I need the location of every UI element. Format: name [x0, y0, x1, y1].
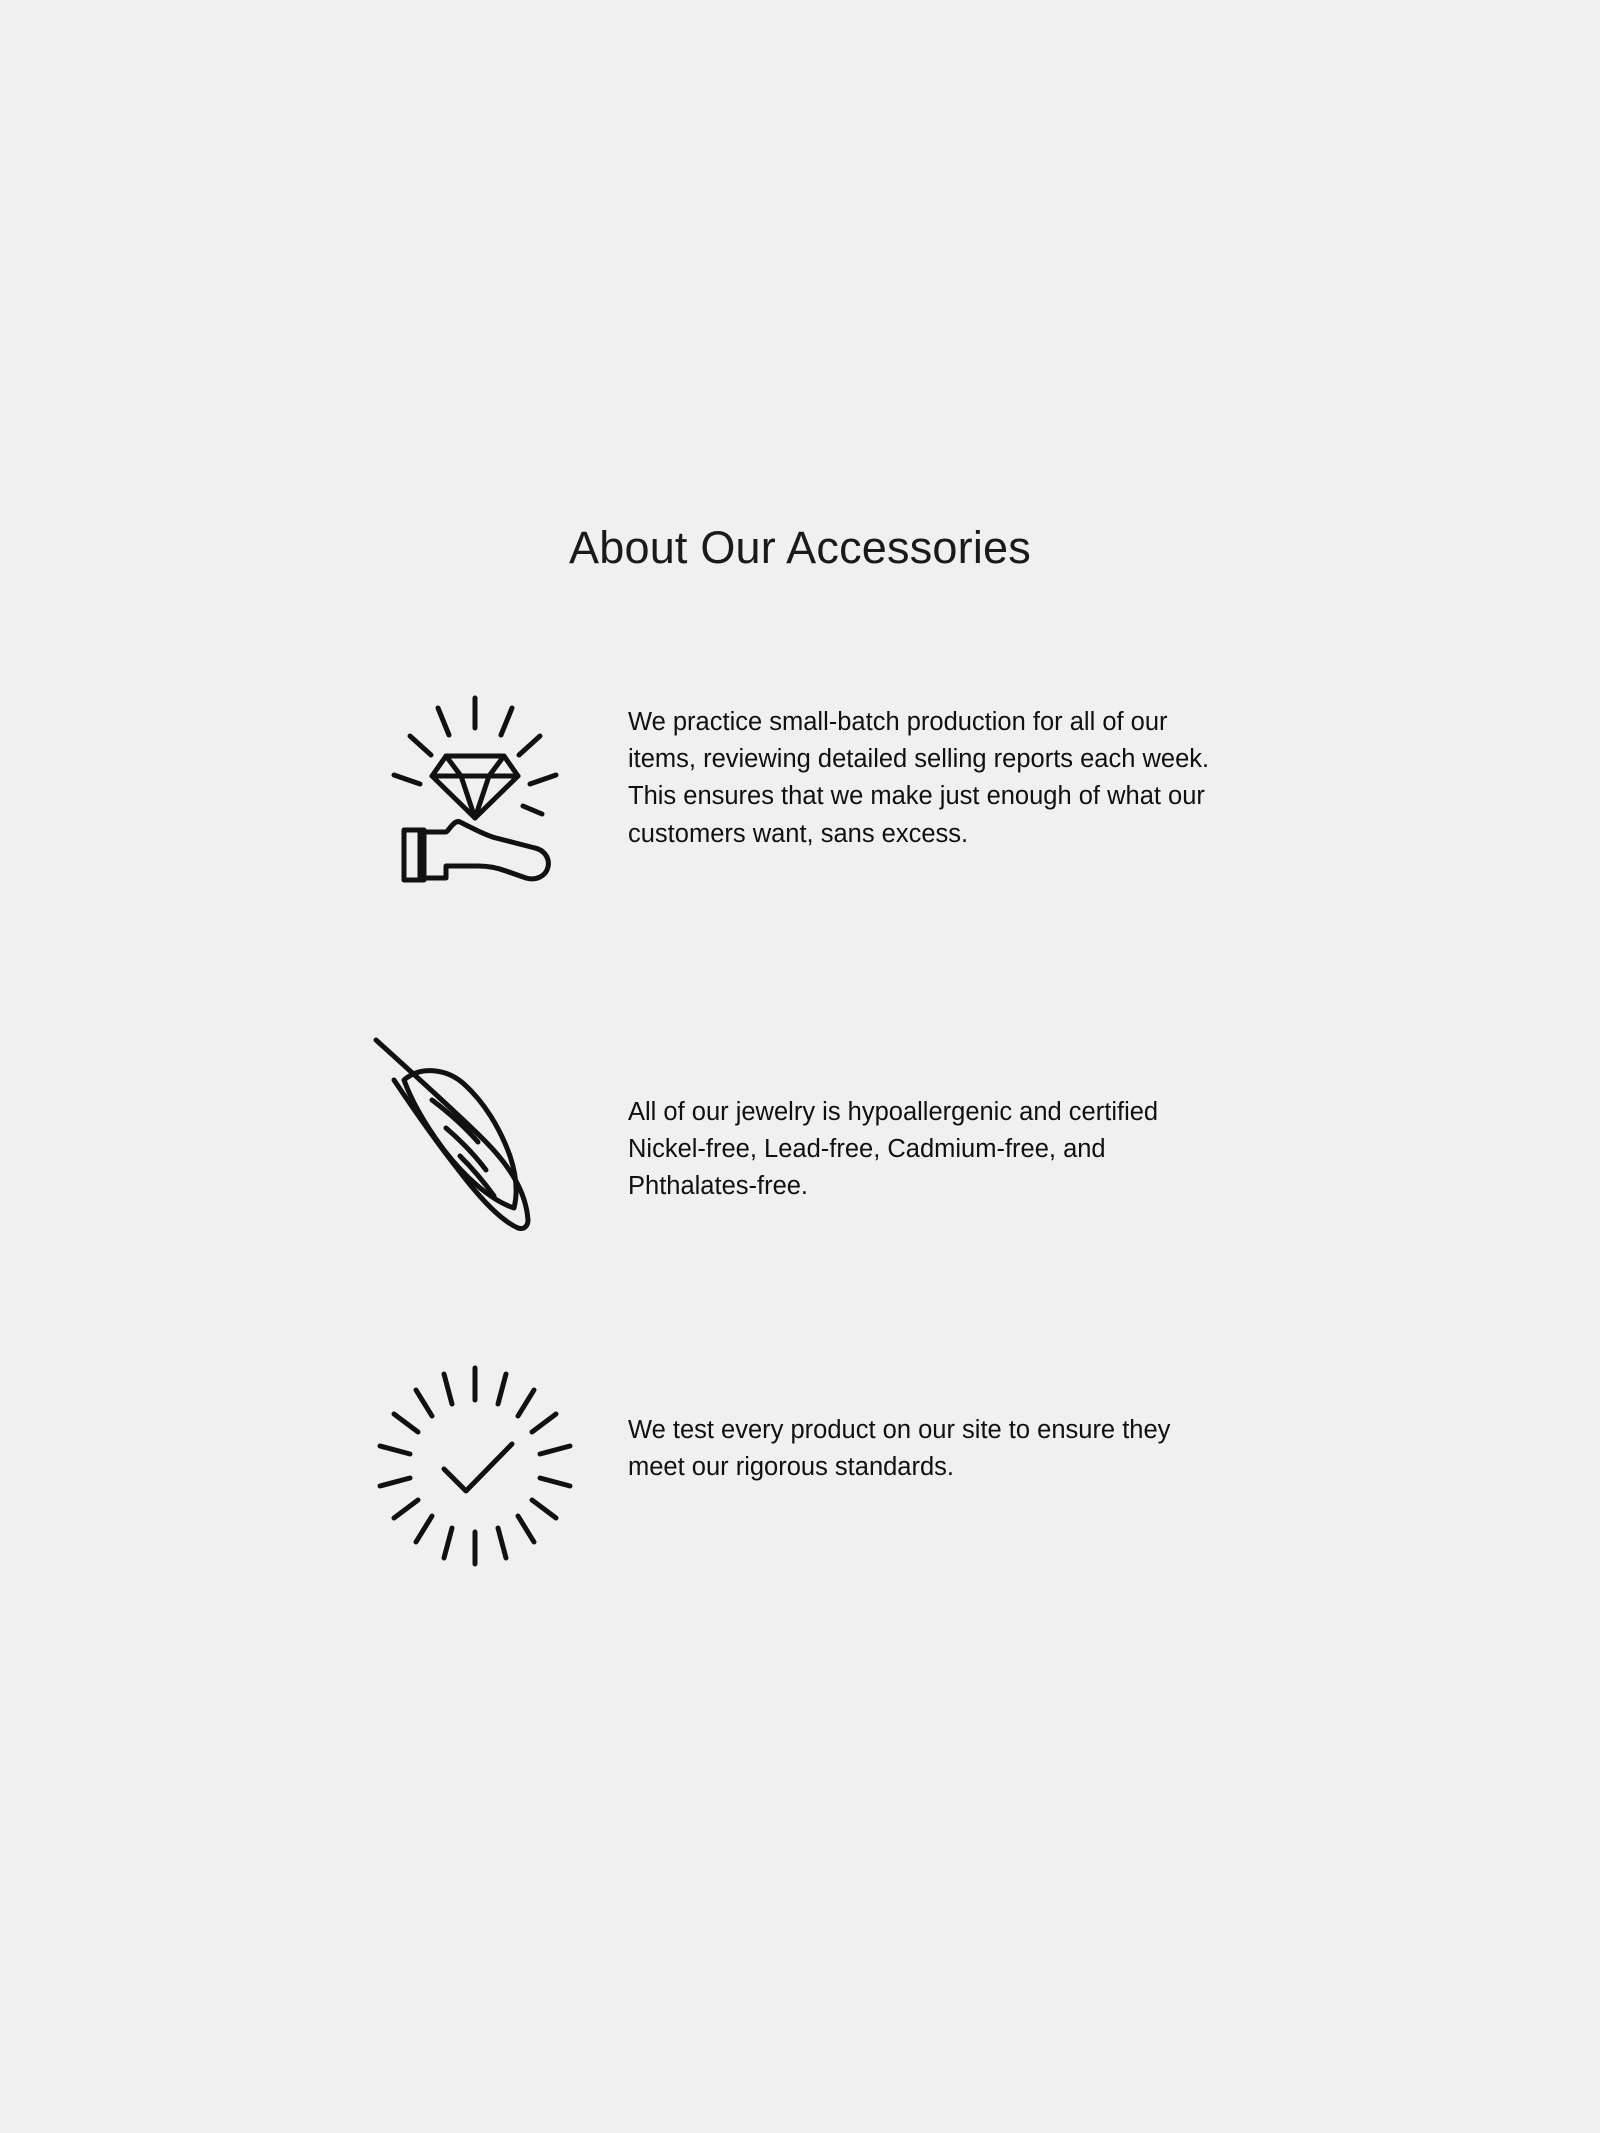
diamond-in-hand-icon: [340, 660, 610, 930]
checkmark-burst-icon: [340, 1334, 610, 1604]
page-title: About Our Accessories: [569, 522, 1031, 574]
list-item: [340, 1004, 1260, 1274]
list-item-text: We practice small-batch production for all of our items, reviewing detailed selling reports each week. This ensures that we make just enough of what our customers want, sans excess.: [628, 708, 1210, 848]
feature-list: [340, 660, 1260, 1678]
list-item-text: We test every product on our site to ensure they meet our rigorous standards.: [628, 1416, 1171, 1482]
list-item: [340, 1334, 1260, 1604]
list-item: [340, 660, 1260, 930]
list-item-text: All of our jewelry is hypoallergenic and certified Nickel-free, Lead-free, Cadmium-free, and Phthalates-free.: [628, 1098, 1159, 1201]
feather-icon: [340, 1004, 610, 1274]
